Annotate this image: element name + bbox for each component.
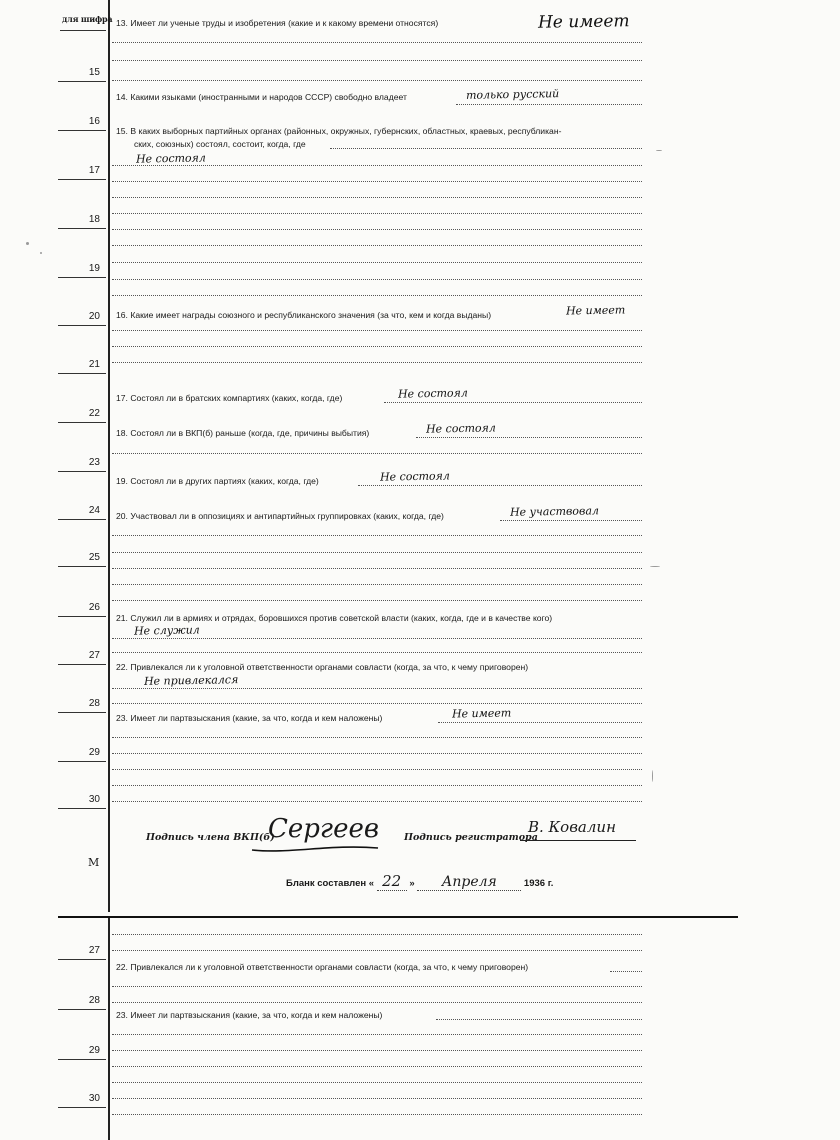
answer-rule [330, 148, 642, 149]
question-14: 14. Какими языками (иностранными и народов СССР) свободно владеет [116, 92, 407, 102]
line-number-cell [58, 645, 106, 665]
line-number-cell [58, 160, 106, 180]
answer-rule [112, 197, 642, 198]
cipher-column-header: для шифра [62, 14, 113, 24]
line-number: 18 [88, 214, 100, 225]
line-number: 27 [88, 650, 100, 661]
answer-rule [112, 737, 642, 738]
answer-rule [112, 950, 642, 951]
line-number-cell [58, 789, 106, 809]
question-16: 16. Какие имеет награды союзного и республиканского значения (за что, кем и когда выданы) [116, 310, 492, 320]
answer-rule [112, 213, 642, 214]
scan-speck [650, 566, 660, 567]
blank-open-quote: « [368, 878, 375, 889]
registrar-signature-line [520, 840, 636, 841]
registrar-signature: В. Ковалин [528, 818, 616, 836]
answer-rule [112, 279, 642, 280]
question-17: 17. Состоял ли в братских компартиях (каких, когда, где) [116, 393, 343, 403]
answer-rule [112, 60, 642, 61]
line-number: 30 [88, 1093, 100, 1104]
scan-speck [652, 770, 653, 782]
blank-close-quote: » [409, 878, 415, 889]
line-number-cell [58, 693, 106, 713]
answer-rule [112, 753, 642, 754]
answer-rule [112, 1098, 642, 1099]
answer-rule [112, 1050, 642, 1051]
line-number: 16 [88, 116, 100, 127]
line-number-cell [58, 597, 106, 617]
answer-rule [416, 437, 642, 438]
answer-rule [112, 584, 642, 585]
scan-speck [656, 150, 662, 151]
line-number: 23 [88, 457, 100, 468]
question-13: 13. Имеет ли ученые труды и изобретения (какие и к какому времени относятся) [116, 18, 439, 28]
answer-rule [358, 485, 642, 486]
answer-16: Не имеет [565, 303, 626, 318]
line-number: 27 [88, 945, 100, 956]
line-number-cell [58, 354, 106, 374]
margin-rule-bottom [108, 918, 110, 1140]
line-number-cell [58, 306, 106, 326]
answer-rule [112, 688, 642, 689]
answer-rule [112, 229, 642, 230]
answer-rule [610, 971, 642, 972]
member-signature-underline [250, 842, 380, 856]
answer-rule [112, 703, 642, 704]
answer-rule [112, 769, 642, 770]
answer-rule [112, 42, 642, 43]
sheet-divider [58, 916, 738, 918]
margin-rule-top [108, 0, 110, 912]
question-23: 23. Имеет ли партвзыскания (какие, за что, когда и кем наложены) [116, 713, 383, 723]
line-number: 26 [88, 602, 100, 613]
answer-rule [112, 934, 642, 935]
line-number: 15 [88, 67, 100, 78]
answer-rule [112, 552, 642, 553]
question-15-line-2: ских, союзных) состоял, состоит, когда, где [134, 139, 306, 149]
answer-rule [112, 1034, 642, 1035]
blank-compiled-line [286, 872, 553, 891]
margin-mark: М [88, 856, 100, 869]
member-signature: Сергеев [268, 814, 379, 844]
line-number: 25 [88, 552, 100, 563]
answer-18: Не состоял [425, 421, 496, 436]
line-number-cell [58, 111, 106, 131]
line-number: 28 [88, 698, 100, 709]
blank-year-suffix: г. [547, 878, 554, 889]
answer-rule [112, 652, 642, 653]
answer-19: Не состоял [379, 469, 450, 484]
line-number-cell [58, 500, 106, 520]
answer-rule [112, 346, 642, 347]
question-21: 21. Служил ли в армиях и отрядах, боровшихся против советской власти (каких, когда, где и в качестве кого) [116, 613, 553, 623]
line-number-cell [58, 403, 106, 423]
answer-15: Не состоял [135, 151, 206, 166]
line-number-cell [58, 209, 106, 229]
blank-compiled-label: Бланк составлен [286, 878, 367, 889]
question-18: 18. Состоял ли в ВКП(б) раньше (когда, где, причины выбытия) [116, 428, 370, 438]
answer-rule [112, 165, 642, 166]
answer-rule [112, 80, 642, 81]
line-number-cell [58, 990, 106, 1010]
line-number: 20 [88, 311, 100, 322]
line-number-cell [58, 547, 106, 567]
line-number-cell [58, 1088, 106, 1108]
line-number-cell [58, 452, 106, 472]
answer-rule [112, 1066, 642, 1067]
answer-rule [436, 1019, 642, 1020]
answer-rule [438, 722, 642, 723]
answer-rule [112, 453, 642, 454]
answer-rule [112, 362, 642, 363]
question-22: 22. Привлекался ли к уголовной ответственности органами совласти (когда, за что, к чему приговорен) [116, 662, 529, 672]
blank-day: 22 [377, 872, 407, 891]
line-number-cell [58, 62, 106, 82]
line-number-cell [58, 940, 106, 960]
line-number-cell [58, 742, 106, 762]
line-number-cell [58, 1040, 106, 1060]
line-number: 24 [88, 505, 100, 516]
line-number-cell [58, 258, 106, 278]
line-number: 28 [88, 995, 100, 1006]
answer-22: Не привлекался [143, 673, 239, 688]
answer-rule [112, 1002, 642, 1003]
answer-rule [112, 181, 642, 182]
line-number: 29 [88, 1045, 100, 1056]
line-number: 21 [88, 359, 100, 370]
answer-rule [112, 785, 642, 786]
answer-rule [112, 295, 642, 296]
answer-21: Не служил [133, 623, 200, 638]
answer-13: Не имеет [537, 11, 630, 33]
bottom-question-23: 23. Имеет ли партвзыскания (какие, за что, когда и кем наложены) [116, 1010, 383, 1020]
member-signature-label: Подпись члена ВКП(б) [146, 832, 275, 843]
line-number: 19 [88, 263, 100, 274]
cipher-header-rule [60, 30, 106, 31]
answer-rule [384, 402, 642, 403]
question-19: 19. Состоял ли в других партиях (каких, когда, где) [116, 476, 319, 486]
answer-rule [112, 1114, 642, 1115]
blank-month: Апреля [417, 874, 521, 891]
answer-rule [112, 535, 642, 536]
answer-rule [112, 568, 642, 569]
answer-rule [112, 330, 642, 331]
question-15-line-1: 15. В каких выборных партийных органах (районных, окружных, губернских, областных, краевых, республикан- [116, 126, 562, 136]
bottom-question-22: 22. Привлекался ли к уголовной ответственности органами совласти (когда, за что, к чему приговорен) [116, 962, 529, 972]
answer-rule [112, 600, 642, 601]
answer-rule [112, 638, 642, 639]
answer-17: Не состоял [397, 386, 468, 401]
answer-rule [112, 801, 642, 802]
line-number: 30 [88, 794, 100, 805]
scan-speck [40, 252, 42, 254]
line-number: 29 [88, 747, 100, 758]
answer-23: Не имеет [451, 706, 512, 721]
answer-rule [112, 986, 642, 987]
answer-14: только русский [465, 87, 560, 102]
answer-20: Не участвовал [509, 504, 600, 519]
scan-speck [26, 242, 29, 245]
answer-rule [112, 1082, 642, 1083]
blank-year: 1936 [523, 878, 546, 889]
line-number: 22 [88, 408, 100, 419]
line-number: 17 [88, 165, 100, 176]
answer-rule [456, 104, 642, 105]
answer-rule [112, 245, 642, 246]
registrar-signature-label: Подпись регистратора [404, 832, 538, 843]
answer-rule [112, 262, 642, 263]
question-20: 20. Участвовал ли в оппозициях и антипартийных группировках (каких, когда, где) [116, 511, 444, 521]
answer-rule [500, 520, 642, 521]
